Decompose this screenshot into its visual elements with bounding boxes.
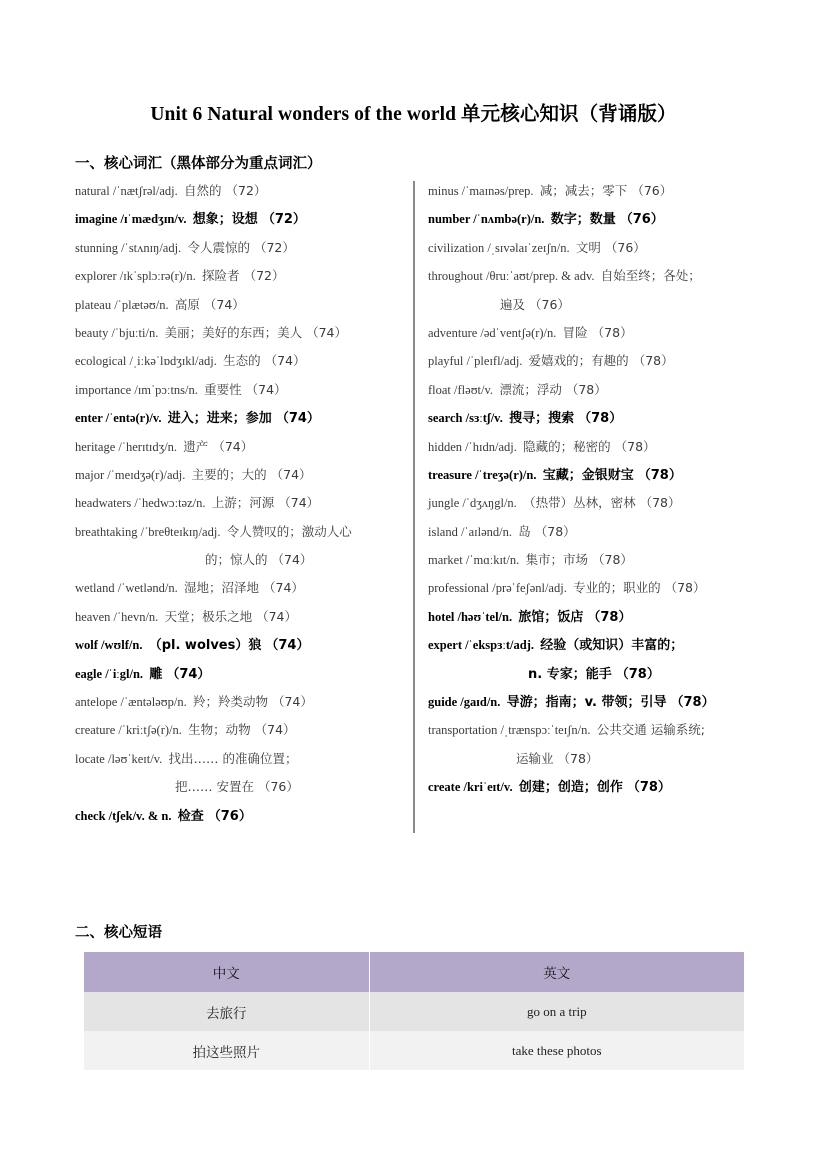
header-chinese: 中文 — [84, 952, 369, 992]
vocab-meaning: 文明 — [575, 239, 601, 255]
vocab-meaning: 检查 — [177, 808, 204, 824]
vocab-word: headwaters /ˈhedwɔːtəz/n. — [75, 496, 206, 511]
vocab-word: hidden /ˈhɪdn/adj. — [428, 439, 517, 454]
vocab-word: guide /gaɪd/n. — [428, 695, 501, 710]
vocab-meaning: 公共交通 运输系统; — [596, 722, 705, 738]
vocab-word: civilization /ˌsɪvəlaɪˈzeɪʃn/n. — [428, 240, 570, 255]
vocab-word: wetland /ˈwetlənd/n. — [75, 581, 178, 596]
vocab-page-ref: （74） — [278, 495, 320, 511]
vocab-entry — [75, 266, 415, 294]
vocab-page-ref: （78） — [615, 666, 660, 682]
vocab-meaning: 重要性 — [204, 381, 242, 397]
section-phrases-heading: 二、核心短语 — [75, 925, 162, 941]
vocab-word: beauty /ˈbjuːti/n. — [75, 325, 159, 340]
vocab-meaning: 把…… 安置在 — [175, 779, 254, 795]
vocab-page-ref: （78） — [639, 495, 681, 511]
vocab-page-ref: （78） — [557, 750, 599, 766]
vocab-page-ref: （74） — [264, 353, 306, 369]
vocab-word: check /tʃek/v. & n. — [75, 808, 172, 823]
vocab-entry — [75, 777, 415, 805]
vocab-word: enter /ˈentə(r)/v. — [75, 411, 162, 426]
vocab-meaning: 的；惊人的 — [205, 552, 268, 568]
vocab-entry — [75, 635, 415, 663]
vocab-word: market /ˈmɑːkɪt/n. — [428, 553, 520, 568]
vocab-page-ref: （72） — [261, 212, 306, 228]
vocab-meaning: 令人赞叹的；激动人心 — [226, 523, 352, 539]
vocab-page-ref: （74） — [263, 580, 304, 596]
vocab-entry — [75, 493, 415, 521]
vocab-meaning: 遗产 — [183, 438, 209, 454]
vocab-entry — [428, 692, 758, 720]
phrase-english: take these photos — [369, 1031, 744, 1070]
vocab-word: create /kriˈeɪt/v. — [428, 780, 513, 795]
vocab-word: island /ˈaɪlənd/n. — [428, 524, 513, 539]
vocab-meaning: 湿地；沼泽地 — [184, 580, 260, 596]
vocab-page-ref: （78） — [587, 609, 632, 625]
vocab-entry — [75, 806, 415, 834]
vocab-word: importance /ɪmˈpɔːtns/n. — [75, 382, 198, 397]
vocab-page-ref: （76） — [257, 779, 299, 795]
section-vocab-heading: 一、核心词汇（黑体部分为重点词汇） — [75, 156, 322, 172]
vocab-entry — [75, 380, 415, 408]
vocab-word: natural /ˈnætʃrəl/adj. — [75, 184, 178, 198]
vocab-word: expert /ˈekspɜːt/adj. — [428, 638, 535, 653]
vocab-entry — [75, 351, 415, 379]
vocab-meaning: 隐藏的；秘密的 — [523, 438, 611, 454]
vocab-meaning: 集市；市场 — [525, 552, 589, 568]
vocab-entry — [428, 493, 758, 521]
vocab-entry — [75, 437, 415, 465]
vocab-word: float /fləʊt/v. — [428, 382, 494, 397]
vocab-page-ref: （78） — [626, 780, 671, 796]
vocab-word: heritage /ˈherɪtɪdʒ/n. — [75, 439, 178, 454]
vocab-page-ref: （74） — [256, 608, 297, 624]
vocab-page-ref: （78） — [632, 353, 674, 369]
vocab-page-ref: （76） — [604, 239, 646, 255]
vocab-entry — [428, 408, 758, 436]
vocab-meaning: 冒险 — [562, 324, 588, 340]
vocab-entry — [428, 777, 758, 805]
phrases-header-row — [84, 952, 744, 992]
vocab-word: adventure /ədˈventʃə(r)/n. — [428, 325, 557, 340]
vocab-word: imagine /ɪˈmædʒɪn/v. — [75, 212, 187, 227]
vocab-page-ref: （78） — [670, 695, 715, 711]
table-row — [84, 992, 744, 1031]
vocab-meaning: 导游；指南；v. 带领；引导 — [506, 695, 667, 711]
vocab-meaning: 生态的 — [223, 353, 261, 369]
vocab-meaning: 自然的 — [184, 183, 222, 198]
vocab-meaning: 旅馆；饭店 — [518, 609, 584, 625]
vocab-meaning: 进入；进来；参加 — [167, 411, 272, 427]
vocab-page-ref: （76） — [529, 296, 570, 312]
vocab-entry — [428, 607, 758, 635]
vocab-page-ref: （72） — [253, 239, 295, 255]
vocab-entry — [428, 749, 758, 777]
vocab-entry — [75, 607, 415, 635]
vocab-meaning: 令人震惊的 — [187, 239, 250, 255]
vocab-entry — [428, 550, 758, 578]
vocab-meaning: 减；减去；零下 — [539, 183, 628, 198]
vocab-word: professional /prəˈfeʃənl/adj. — [428, 581, 567, 596]
vocab-word: explorer /ɪkˈsplɔːrə(r)/n. — [75, 269, 196, 284]
vocab-page-ref: （78） — [591, 324, 633, 340]
phrases-table — [84, 952, 744, 1070]
phrase-chinese: 去旅行 — [84, 992, 369, 1031]
vocab-entry — [428, 351, 758, 379]
vocab-page-ref: （74） — [270, 466, 312, 482]
vocab-page-ref: （72） — [243, 268, 285, 284]
vocab-meaning: 雕 — [149, 666, 163, 682]
vocab-page-ref: （78） — [565, 381, 607, 397]
vocab-page-ref: （72） — [225, 183, 267, 198]
vocab-word: jungle /ˈdʒʌŋgl/n. — [428, 496, 517, 511]
page-title: Unit 6 Natural wonders of the world 单元核心知识（背诵版） — [150, 104, 677, 125]
vocab-meaning: 遍及 — [500, 296, 526, 312]
vocab-entry — [75, 550, 415, 578]
vocab-entry — [428, 720, 758, 748]
vocab-meaning: 美丽；美好的东西；美人 — [164, 324, 303, 340]
vocab-meaning: 羚；羚类动物 — [192, 694, 268, 710]
vocab-meaning: 数字；数量 — [550, 212, 616, 228]
vocab-entry — [428, 266, 758, 294]
vocab-word: major /ˈmeɪdʒə(r)/adj. — [75, 467, 186, 482]
vocab-word: locate /ləʊˈkeɪt/v. — [75, 751, 163, 766]
vocab-page-ref: （74） — [275, 411, 320, 427]
vocab-word: search /sɜːtʃ/v. — [428, 411, 503, 426]
vocab-word: ecological /ˌiːkəˈlɒdʒɪkl/adj. — [75, 354, 217, 369]
vocab-entry — [75, 465, 415, 493]
vocab-meaning: 上游；河源 — [211, 495, 275, 511]
vocab-word: hotel /həʊˈtel/n. — [428, 609, 513, 624]
vocab-entry — [428, 323, 758, 351]
vocab-page-ref: （74） — [166, 666, 211, 682]
vocab-meaning: （pl. wolves）狼 — [148, 638, 262, 654]
vocab-entry — [428, 465, 758, 493]
vocab-meaning: 宝藏；金银财宝 — [542, 467, 634, 483]
vocab-entry — [428, 437, 758, 465]
vocab-meaning: 经验（或知识）丰富的； — [540, 638, 684, 654]
vocab-meaning: 创建；创造；创作 — [518, 780, 623, 796]
vocab-meaning: n. 专家；能手 — [528, 666, 612, 682]
vocab-word: breathtaking /ˈbreθteɪkɪŋ/adj. — [75, 524, 221, 539]
vocab-column-right — [428, 181, 758, 806]
vocab-meaning: （热带）丛林，密林 — [523, 495, 636, 511]
vocab-column-left — [75, 181, 415, 834]
vocab-entry — [75, 408, 415, 436]
header-english: 英文 — [369, 952, 744, 992]
vocab-page-ref: （78） — [578, 411, 623, 427]
vocab-page-ref: （74） — [271, 694, 313, 710]
vocab-entry — [428, 238, 758, 266]
vocab-entry — [428, 635, 758, 663]
vocab-word: treasure /ˈtreʒə(r)/n. — [428, 467, 537, 482]
vocab-entry — [75, 720, 415, 748]
vocab-entry — [75, 181, 415, 209]
vocab-page-ref: （76） — [619, 212, 664, 228]
vocab-entry — [428, 181, 758, 209]
vocab-page-ref: （74） — [212, 438, 254, 454]
vocab-word: eagle /ˈiːgl/n. — [75, 666, 144, 681]
vocab-entry — [428, 522, 758, 550]
vocab-entry — [75, 295, 415, 323]
vocab-meaning: 天堂；极乐之地 — [164, 608, 253, 624]
vocab-page-ref: （78） — [592, 552, 633, 568]
vocab-word: transportation /ˌtrænspɔːˈteɪʃn/n. — [428, 723, 591, 738]
vocab-meaning: 自始至终；各处； — [600, 268, 701, 284]
vocab-page-ref: （76） — [631, 183, 673, 198]
vocab-page-ref: （74） — [265, 638, 310, 654]
vocab-word: wolf /wʊlf/n. — [75, 638, 143, 653]
vocab-word: antelope /ˈæntələʊp/n. — [75, 695, 187, 710]
vocab-meaning: 高原 — [174, 296, 200, 312]
vocab-page-ref: （76） — [207, 808, 252, 824]
vocab-meaning: 爱嬉戏的；有趣的 — [528, 353, 629, 369]
vocab-page-ref: （74） — [245, 381, 287, 397]
vocab-entry — [75, 664, 415, 692]
column-divider — [413, 181, 415, 833]
vocab-word: number /ˈnʌmbə(r)/n. — [428, 212, 545, 227]
vocab-meaning: 想象；设想 — [192, 212, 258, 228]
vocab-word: playful /ˈpleɪfl/adj. — [428, 354, 523, 369]
vocab-page-ref: （74） — [203, 296, 245, 312]
vocab-entry — [75, 692, 415, 720]
vocab-meaning: 漂流；浮动 — [499, 381, 562, 397]
vocab-entry — [75, 323, 415, 351]
vocab-page-ref: （78） — [614, 438, 656, 454]
vocab-entry — [75, 578, 415, 606]
vocab-meaning: 岛 — [518, 523, 531, 539]
vocab-meaning: 找出…… 的准确位置； — [168, 750, 298, 766]
vocab-meaning: 运输业 — [516, 750, 554, 766]
vocab-word: stunning /ˈstʌnɪŋ/adj. — [75, 240, 182, 255]
vocab-entry — [75, 749, 415, 777]
vocab-meaning: 主要的；大的 — [191, 466, 267, 482]
vocab-meaning: 搜寻；搜索 — [509, 411, 575, 427]
vocab-word: heaven /ˈhevn/n. — [75, 609, 159, 624]
table-row — [84, 1031, 744, 1070]
vocab-page-ref: （78） — [637, 467, 682, 483]
vocab-entry — [428, 209, 758, 237]
vocab-entry — [428, 578, 758, 606]
phrase-chinese: 拍这些照片 — [84, 1031, 369, 1070]
phrase-english: go on a trip — [369, 992, 744, 1031]
vocab-entry — [75, 209, 415, 237]
vocab-page-ref: （78） — [534, 523, 576, 539]
vocab-page-ref: （74） — [271, 552, 313, 568]
vocab-page-ref: （78） — [664, 580, 706, 596]
vocab-word: plateau /ˈplætəʊ/n. — [75, 297, 169, 312]
vocab-word: minus /ˈmaɪnəs/prep. — [428, 184, 534, 198]
vocab-word: creature /ˈkriːtʃə(r)/n. — [75, 723, 182, 738]
vocab-page-ref: （74） — [306, 324, 347, 340]
vocab-meaning: 生物；动物 — [188, 722, 251, 738]
vocab-entry — [428, 380, 758, 408]
vocab-entry — [428, 664, 758, 692]
vocab-entry — [75, 238, 415, 266]
vocab-page-ref: （74） — [254, 722, 296, 738]
vocab-meaning: 探险者 — [202, 268, 240, 284]
vocab-meaning: 专业的；职业的 — [573, 580, 661, 596]
vocab-entry — [75, 522, 415, 550]
vocab-word: throughout /θruːˈaʊt/prep. & adv. — [428, 269, 595, 284]
vocab-entry — [428, 295, 758, 323]
